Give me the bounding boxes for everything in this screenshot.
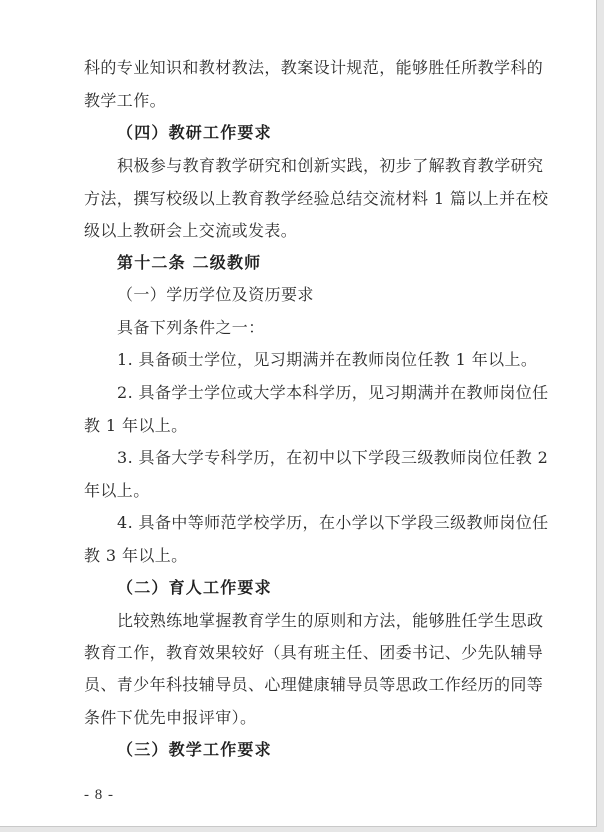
body-line: 具备下列条件之一： [117, 318, 265, 337]
body-line: 教学工作。 [84, 91, 167, 110]
page-number: - 8 - [84, 787, 114, 803]
body-line: 积极参与教育教学研究和创新实践，初步了解教育教学研究 [117, 156, 544, 175]
section-heading-education-work: （二）育人工作要求 [117, 578, 272, 597]
section-heading-teaching-research: （四）教研工作要求 [117, 123, 272, 142]
body-line: 教育工作，教育效果较好（具有班主任、团委书记、少先队辅导 [84, 643, 544, 662]
body-line: 方法，撰写校级以上教育教学经验总结交流材料 1 篇以上并在校 [84, 189, 549, 208]
body-line: 条件下优先申报评审）。 [84, 708, 257, 727]
list-item-continuation: 教 1 年以上。 [84, 416, 188, 435]
list-item: 2. 具备学士学位或大学本科学历，见习期满并在教师岗位任 [117, 383, 549, 402]
subsection-heading-qualifications: （一）学历学位及资历要求 [117, 285, 314, 304]
list-item: 1. 具备硕士学位，见习期满并在教师岗位任教 1 年以上。 [117, 350, 538, 369]
section-heading-teaching-work: （三）教学工作要求 [117, 740, 272, 759]
list-item-continuation: 年以上。 [84, 481, 150, 500]
list-item-continuation: 教 3 年以上。 [84, 546, 188, 565]
list-item: 4. 具备中等师范学校学历，在小学以下学段三级教师岗位任 [117, 513, 549, 532]
body-line: 级以上教研会上交流或发表。 [84, 221, 298, 240]
body-line: 员、青少年科技辅导员、心理健康辅导员等思政工作经历的同等 [84, 675, 544, 694]
body-line: 科的专业知识和教材教法，教案设计规范，能够胜任所教学科的 [84, 58, 544, 77]
list-item: 3. 具备大学专科学历，在初中以下学段三级教师岗位任教 2 [117, 448, 549, 467]
body-line: 比较熟练地掌握教育学生的原则和方法，能够胜任学生思政 [117, 611, 544, 630]
article-heading: 第十二条 二级教师 [117, 253, 262, 272]
